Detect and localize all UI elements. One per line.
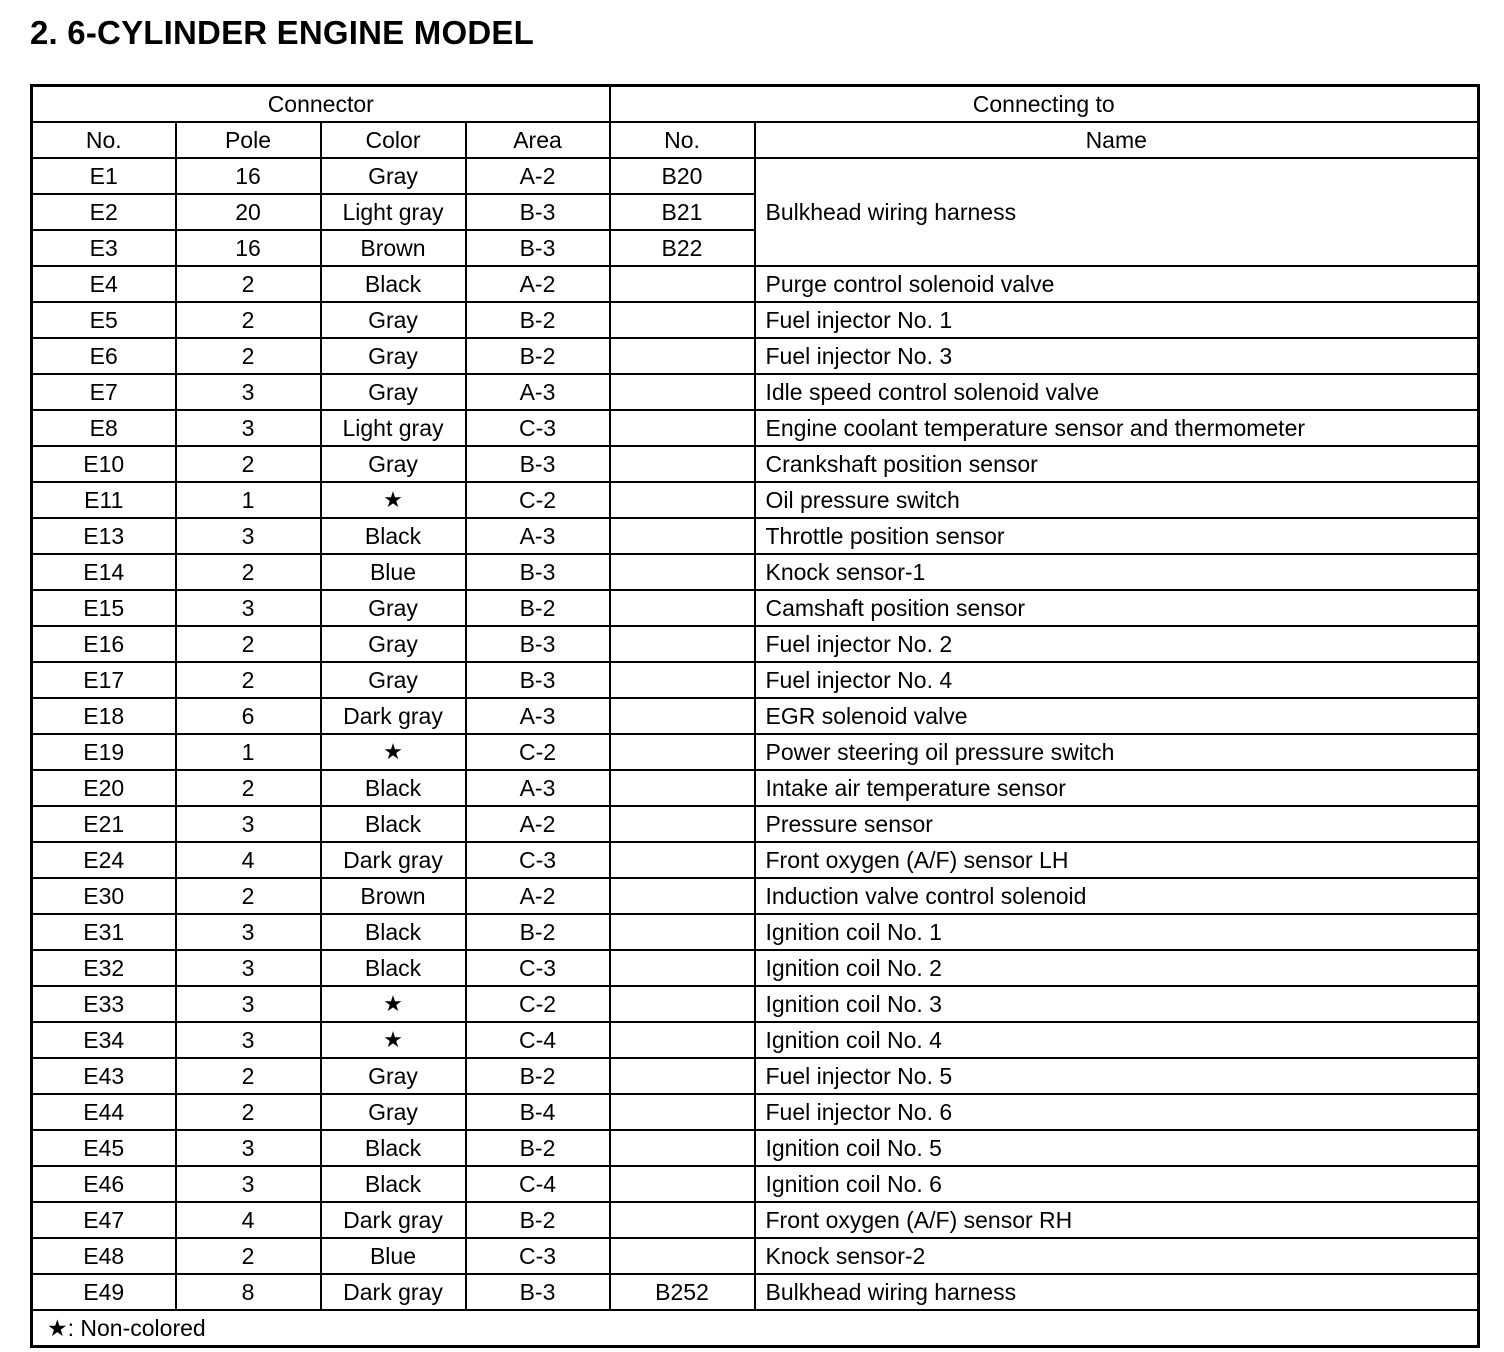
cell-pole: 3 [176, 410, 321, 446]
cell-no: E17 [32, 662, 176, 698]
cell-color: Black [321, 1130, 466, 1166]
cell-to-no [610, 950, 755, 986]
cell-to-no: B21 [610, 194, 755, 230]
cell-no: E21 [32, 806, 176, 842]
cell-area: B-2 [466, 1202, 610, 1238]
cell-no: E2 [32, 194, 176, 230]
cell-area: A-2 [466, 158, 610, 194]
cell-no: E16 [32, 626, 176, 662]
cell-to-no [610, 1130, 755, 1166]
table-row [32, 266, 1479, 302]
cell-to-no [610, 554, 755, 590]
cell-name: Crankshaft position sensor [755, 446, 1479, 482]
col-header-area: Area [466, 122, 610, 158]
cell-no: E19 [32, 734, 176, 770]
cell-pole: 3 [176, 1130, 321, 1166]
cell-pole: 16 [176, 230, 321, 266]
cell-pole: 1 [176, 734, 321, 770]
cell-no: E33 [32, 986, 176, 1022]
cell-color: Light gray [321, 410, 466, 446]
cell-no: E14 [32, 554, 176, 590]
cell-area: C-2 [466, 734, 610, 770]
cell-color: Black [321, 914, 466, 950]
cell-to-no [610, 806, 755, 842]
cell-color: Dark gray [321, 1274, 466, 1310]
cell-to-no [610, 590, 755, 626]
cell-name: Camshaft position sensor [755, 590, 1479, 626]
cell-color: Light gray [321, 194, 466, 230]
cell-color: Dark gray [321, 1202, 466, 1238]
cell-color: Gray [321, 302, 466, 338]
cell-no: E32 [32, 950, 176, 986]
cell-no: E44 [32, 1094, 176, 1130]
cell-name: Oil pressure switch [755, 482, 1479, 518]
cell-to-no [610, 482, 755, 518]
cell-to-no [610, 1058, 755, 1094]
cell-to-no [610, 626, 755, 662]
cell-pole: 16 [176, 158, 321, 194]
cell-to-no [610, 1022, 755, 1058]
cell-no: E48 [32, 1238, 176, 1274]
cell-area: B-2 [466, 914, 610, 950]
cell-to-no [610, 734, 755, 770]
table-row [32, 1202, 1479, 1238]
cell-pole: 2 [176, 626, 321, 662]
cell-no: E24 [32, 842, 176, 878]
footnote-row [32, 1310, 1479, 1347]
column-header-row [32, 122, 1479, 158]
cell-area: A-2 [466, 878, 610, 914]
cell-pole: 2 [176, 1238, 321, 1274]
cell-area: B-2 [466, 1058, 610, 1094]
cell-name: Fuel injector No. 2 [755, 626, 1479, 662]
cell-name: Bulkhead wiring harness [755, 1274, 1479, 1310]
cell-name: Bulkhead wiring harness [755, 158, 1479, 266]
cell-to-no [610, 878, 755, 914]
table-row [32, 950, 1479, 986]
cell-area: C-3 [466, 842, 610, 878]
cell-no: E8 [32, 410, 176, 446]
table-row [32, 1022, 1479, 1058]
table-row [32, 1274, 1479, 1310]
cell-pole: 3 [176, 986, 321, 1022]
cell-to-no [610, 770, 755, 806]
cell-color: Black [321, 266, 466, 302]
cell-area: A-2 [466, 266, 610, 302]
cell-pole: 3 [176, 806, 321, 842]
cell-pole: 2 [176, 338, 321, 374]
cell-area: A-3 [466, 698, 610, 734]
cell-area: B-2 [466, 590, 610, 626]
col-header-to-no: No. [610, 122, 755, 158]
cell-color: Gray [321, 1058, 466, 1094]
cell-name: Engine coolant temperature sensor and thermometer [755, 410, 1479, 446]
table-row [32, 770, 1479, 806]
cell-color: Gray [321, 374, 466, 410]
cell-area: A-3 [466, 374, 610, 410]
cell-name: Ignition coil No. 6 [755, 1166, 1479, 1202]
cell-name: Ignition coil No. 4 [755, 1022, 1479, 1058]
cell-area: A-2 [466, 806, 610, 842]
cell-pole: 2 [176, 302, 321, 338]
cell-to-no [610, 302, 755, 338]
cell-no: E34 [32, 1022, 176, 1058]
cell-no: E45 [32, 1130, 176, 1166]
cell-to-no [610, 1202, 755, 1238]
cell-area: C-3 [466, 950, 610, 986]
cell-color: ★ [321, 986, 466, 1022]
cell-pole: 2 [176, 662, 321, 698]
cell-name: Ignition coil No. 2 [755, 950, 1479, 986]
table-body [32, 158, 1479, 1310]
cell-no: E6 [32, 338, 176, 374]
cell-no: E18 [32, 698, 176, 734]
cell-color: ★ [321, 1022, 466, 1058]
table-row [32, 338, 1479, 374]
cell-no: E31 [32, 914, 176, 950]
cell-pole: 2 [176, 878, 321, 914]
cell-area: B-3 [466, 662, 610, 698]
cell-area: B-3 [466, 626, 610, 662]
cell-color: Gray [321, 626, 466, 662]
cell-color: Brown [321, 878, 466, 914]
cell-to-no [610, 662, 755, 698]
cell-area: C-4 [466, 1166, 610, 1202]
cell-pole: 2 [176, 446, 321, 482]
connector-header: Connector [32, 86, 610, 123]
cell-to-no [610, 374, 755, 410]
cell-area: B-2 [466, 1130, 610, 1166]
cell-no: E11 [32, 482, 176, 518]
cell-to-no: B22 [610, 230, 755, 266]
cell-no: E30 [32, 878, 176, 914]
cell-pole: 4 [176, 842, 321, 878]
table-row [32, 1238, 1479, 1274]
cell-pole: 2 [176, 266, 321, 302]
table-row [32, 374, 1479, 410]
cell-to-no [610, 986, 755, 1022]
cell-name: Pressure sensor [755, 806, 1479, 842]
cell-color: Black [321, 806, 466, 842]
cell-area: B-2 [466, 338, 610, 374]
cell-color: Blue [321, 554, 466, 590]
cell-color: Dark gray [321, 842, 466, 878]
cell-name: Knock sensor-2 [755, 1238, 1479, 1274]
cell-pole: 8 [176, 1274, 321, 1310]
cell-pole: 3 [176, 950, 321, 986]
table-row [32, 1094, 1479, 1130]
cell-no: E3 [32, 230, 176, 266]
footnote: ★: Non-colored [32, 1310, 1479, 1347]
col-header-no: No. [32, 122, 176, 158]
cell-pole: 1 [176, 482, 321, 518]
cell-color: Black [321, 770, 466, 806]
cell-to-no [610, 518, 755, 554]
cell-color: Black [321, 1166, 466, 1202]
cell-name: Front oxygen (A/F) sensor RH [755, 1202, 1479, 1238]
cell-pole: 2 [176, 554, 321, 590]
cell-color: Blue [321, 1238, 466, 1274]
cell-area: A-3 [466, 770, 610, 806]
cell-area: B-3 [466, 230, 610, 266]
cell-no: E49 [32, 1274, 176, 1310]
cell-color: ★ [321, 734, 466, 770]
cell-pole: 3 [176, 1166, 321, 1202]
table-row [32, 734, 1479, 770]
cell-area: C-3 [466, 1238, 610, 1274]
table-row [32, 554, 1479, 590]
table-row [32, 662, 1479, 698]
cell-name: EGR solenoid valve [755, 698, 1479, 734]
cell-to-no [610, 1238, 755, 1274]
cell-area: C-3 [466, 410, 610, 446]
cell-name: Induction valve control solenoid [755, 878, 1479, 914]
cell-name: Fuel injector No. 4 [755, 662, 1479, 698]
table-row [32, 482, 1479, 518]
cell-name: Power steering oil pressure switch [755, 734, 1479, 770]
cell-to-no [610, 842, 755, 878]
cell-color: Gray [321, 662, 466, 698]
cell-to-no: B252 [610, 1274, 755, 1310]
cell-area: B-4 [466, 1094, 610, 1130]
cell-pole: 3 [176, 1022, 321, 1058]
cell-pole: 3 [176, 590, 321, 626]
connecting-to-header: Connecting to [610, 86, 1479, 123]
cell-name: Knock sensor-1 [755, 554, 1479, 590]
connector-table [30, 84, 1480, 1348]
cell-area: B-3 [466, 446, 610, 482]
cell-color: ★ [321, 482, 466, 518]
table-row [32, 842, 1479, 878]
cell-color: Gray [321, 446, 466, 482]
col-header-name: Name [755, 122, 1479, 158]
cell-to-no: B20 [610, 158, 755, 194]
table-row [32, 1166, 1479, 1202]
cell-to-no [610, 338, 755, 374]
table-row [32, 590, 1479, 626]
cell-no: E1 [32, 158, 176, 194]
cell-pole: 2 [176, 1058, 321, 1094]
table-row [32, 878, 1479, 914]
cell-name: Fuel injector No. 3 [755, 338, 1479, 374]
cell-no: E10 [32, 446, 176, 482]
table-row [32, 446, 1479, 482]
table-row [32, 1130, 1479, 1166]
cell-name: Ignition coil No. 5 [755, 1130, 1479, 1166]
cell-to-no [610, 1166, 755, 1202]
group-header-row [32, 86, 1479, 123]
table-row [32, 410, 1479, 446]
cell-color: Dark gray [321, 698, 466, 734]
cell-area: C-2 [466, 482, 610, 518]
cell-to-no [610, 410, 755, 446]
cell-area: C-4 [466, 1022, 610, 1058]
cell-name: Idle speed control solenoid valve [755, 374, 1479, 410]
cell-color: Gray [321, 158, 466, 194]
cell-pole: 6 [176, 698, 321, 734]
cell-no: E46 [32, 1166, 176, 1202]
cell-color: Black [321, 518, 466, 554]
cell-area: A-3 [466, 518, 610, 554]
cell-name: Ignition coil No. 1 [755, 914, 1479, 950]
page-title: 2. 6-CYLINDER ENGINE MODEL [30, 14, 534, 51]
cell-color: Gray [321, 590, 466, 626]
cell-name: Throttle position sensor [755, 518, 1479, 554]
cell-no: E4 [32, 266, 176, 302]
cell-name: Fuel injector No. 6 [755, 1094, 1479, 1130]
col-header-color: Color [321, 122, 466, 158]
cell-to-no [610, 446, 755, 482]
cell-color: Brown [321, 230, 466, 266]
table-row [32, 986, 1479, 1022]
table-row [32, 158, 1479, 194]
cell-to-no [610, 1094, 755, 1130]
cell-area: B-3 [466, 554, 610, 590]
cell-name: Fuel injector No. 1 [755, 302, 1479, 338]
cell-no: E5 [32, 302, 176, 338]
cell-area: B-3 [466, 194, 610, 230]
cell-pole: 3 [176, 914, 321, 950]
cell-name: Purge control solenoid valve [755, 266, 1479, 302]
cell-to-no [610, 698, 755, 734]
cell-to-no [610, 914, 755, 950]
table-row [32, 302, 1479, 338]
cell-pole: 2 [176, 770, 321, 806]
cell-area: B-2 [466, 302, 610, 338]
cell-to-no [610, 266, 755, 302]
cell-name: Front oxygen (A/F) sensor LH [755, 842, 1479, 878]
cell-pole: 4 [176, 1202, 321, 1238]
cell-pole: 20 [176, 194, 321, 230]
cell-no: E20 [32, 770, 176, 806]
cell-color: Gray [321, 338, 466, 374]
cell-pole: 3 [176, 518, 321, 554]
table-row [32, 1058, 1479, 1094]
table-row [32, 626, 1479, 662]
col-header-pole: Pole [176, 122, 321, 158]
cell-name: Ignition coil No. 3 [755, 986, 1479, 1022]
table-row [32, 518, 1479, 554]
cell-area: B-3 [466, 1274, 610, 1310]
cell-pole: 3 [176, 374, 321, 410]
table-row [32, 806, 1479, 842]
cell-name: Fuel injector No. 5 [755, 1058, 1479, 1094]
cell-no: E7 [32, 374, 176, 410]
cell-color: Gray [321, 1094, 466, 1130]
cell-no: E15 [32, 590, 176, 626]
cell-name: Intake air temperature sensor [755, 770, 1479, 806]
table-row [32, 698, 1479, 734]
cell-pole: 2 [176, 1094, 321, 1130]
cell-no: E13 [32, 518, 176, 554]
cell-area: C-2 [466, 986, 610, 1022]
table-row [32, 914, 1479, 950]
cell-color: Black [321, 950, 466, 986]
cell-no: E47 [32, 1202, 176, 1238]
cell-no: E43 [32, 1058, 176, 1094]
